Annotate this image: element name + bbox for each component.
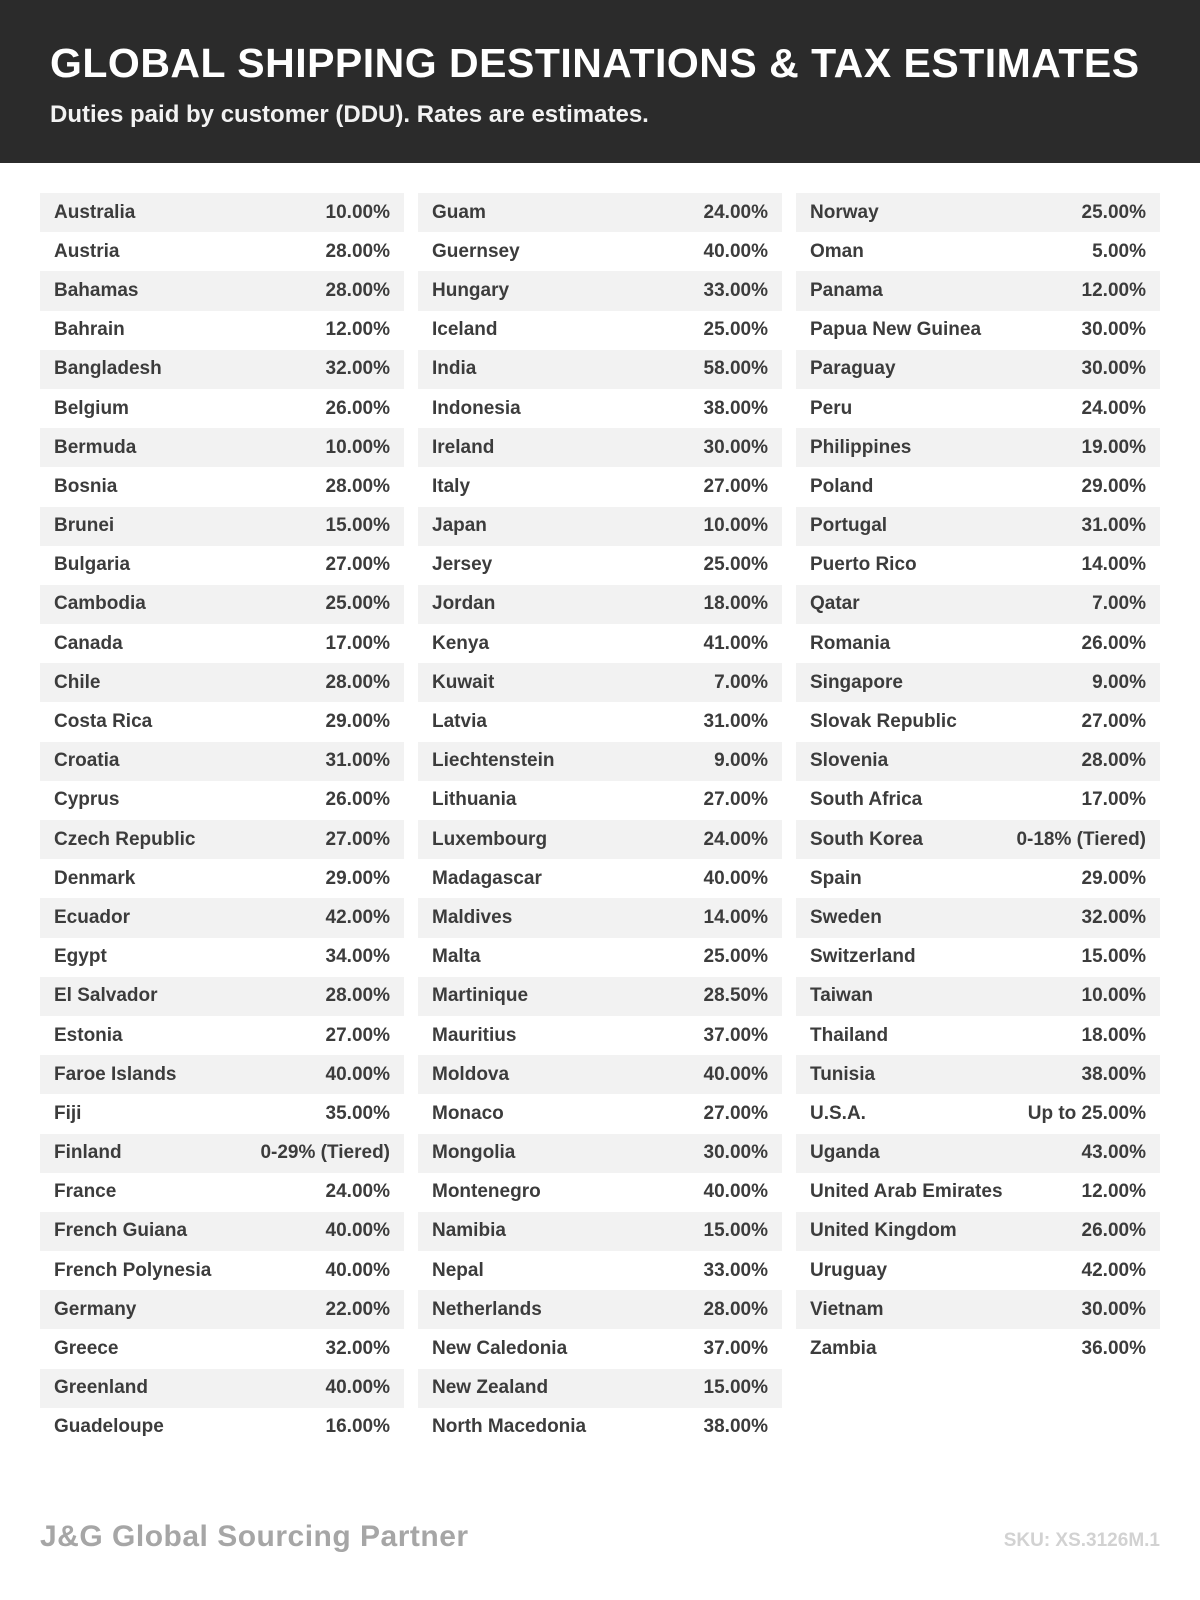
table-row bbox=[796, 585, 1160, 624]
tax-rate: 19.00% bbox=[1081, 436, 1146, 458]
tax-rate: 31.00% bbox=[703, 711, 768, 733]
country-name: Germany bbox=[54, 1298, 137, 1320]
country-name: Puerto Rico bbox=[810, 554, 917, 576]
table-row bbox=[40, 781, 404, 820]
country-name: Oman bbox=[810, 240, 864, 262]
table-row bbox=[40, 1329, 404, 1368]
tax-rate: 38.00% bbox=[703, 1416, 768, 1438]
tax-rate: 27.00% bbox=[1081, 711, 1146, 733]
table-row bbox=[40, 624, 404, 663]
country-name: Taiwan bbox=[810, 985, 873, 1007]
table-row bbox=[418, 1055, 782, 1094]
tax-rate: 30.00% bbox=[1081, 319, 1146, 341]
table-row bbox=[418, 389, 782, 428]
tax-rate: 14.00% bbox=[1081, 554, 1146, 576]
table-row bbox=[796, 311, 1160, 350]
country-name: Fiji bbox=[54, 1102, 82, 1124]
tax-rate: 25.00% bbox=[703, 319, 768, 341]
table-row bbox=[796, 898, 1160, 937]
country-name: Guadeloupe bbox=[54, 1416, 164, 1438]
tax-rate: 37.00% bbox=[703, 1024, 768, 1046]
tax-rate: 17.00% bbox=[325, 632, 390, 654]
table-row bbox=[418, 467, 782, 506]
country-name: Greece bbox=[54, 1338, 119, 1360]
table-row bbox=[40, 1173, 404, 1212]
tax-rate: 31.00% bbox=[1081, 515, 1146, 537]
country-name: Liechtenstein bbox=[432, 750, 555, 772]
country-name: Bahrain bbox=[54, 319, 125, 341]
tax-rate: 42.00% bbox=[325, 906, 390, 928]
tax-rate: 34.00% bbox=[325, 946, 390, 968]
country-name: Switzerland bbox=[810, 946, 916, 968]
country-name: Romania bbox=[810, 632, 891, 654]
tax-rate: 28.00% bbox=[325, 671, 390, 693]
footer bbox=[40, 1520, 1160, 1554]
tax-rate: 37.00% bbox=[703, 1338, 768, 1360]
table-row bbox=[796, 977, 1160, 1016]
table-row bbox=[796, 1134, 1160, 1173]
tax-rate: 38.00% bbox=[1081, 1063, 1146, 1085]
country-name: Philippines bbox=[810, 436, 912, 458]
table-row bbox=[418, 1173, 782, 1212]
tax-rate: 0-29% (Tiered) bbox=[260, 1142, 390, 1164]
table-row bbox=[40, 702, 404, 741]
tax-rate: 24.00% bbox=[1081, 397, 1146, 419]
tax-rate: Up to 25.00% bbox=[1027, 1102, 1146, 1124]
table-row bbox=[796, 820, 1160, 859]
table-row bbox=[796, 193, 1160, 232]
table-row bbox=[418, 1134, 782, 1173]
table-row bbox=[40, 311, 404, 350]
table-row bbox=[418, 232, 782, 271]
table-row bbox=[418, 820, 782, 859]
country-name: Cambodia bbox=[54, 593, 146, 615]
table-row bbox=[418, 1369, 782, 1408]
tax-rate: 10.00% bbox=[703, 515, 768, 537]
country-name: New Caledonia bbox=[432, 1338, 568, 1360]
table-row bbox=[418, 702, 782, 741]
tax-rate: 12.00% bbox=[325, 319, 390, 341]
table-row bbox=[40, 1212, 404, 1251]
country-name: Hungary bbox=[432, 279, 510, 301]
table-row bbox=[40, 1290, 404, 1329]
tax-rate: 30.00% bbox=[1081, 358, 1146, 380]
table-row bbox=[418, 350, 782, 389]
table-row bbox=[796, 350, 1160, 389]
country-name: Guam bbox=[432, 201, 486, 223]
tax-rate: 15.00% bbox=[325, 515, 390, 537]
rates-column-2 bbox=[418, 193, 782, 1447]
header-banner bbox=[0, 0, 1200, 163]
country-name: Peru bbox=[810, 397, 853, 419]
tax-rate: 32.00% bbox=[325, 358, 390, 380]
country-name: Jordan bbox=[432, 593, 496, 615]
tax-rate: 40.00% bbox=[325, 1259, 390, 1281]
country-name: New Zealand bbox=[432, 1377, 549, 1399]
table-row bbox=[40, 1055, 404, 1094]
tax-rate: 33.00% bbox=[703, 1259, 768, 1281]
tax-rate: 40.00% bbox=[325, 1220, 390, 1242]
tax-rate: 16.00% bbox=[325, 1416, 390, 1438]
country-name: Malta bbox=[432, 946, 481, 968]
brand-name: J&G Global Sourcing Partner bbox=[40, 1520, 469, 1553]
country-name: Chile bbox=[54, 671, 101, 693]
country-name: Singapore bbox=[810, 671, 903, 693]
tax-rate: 24.00% bbox=[325, 1181, 390, 1203]
country-name: Thailand bbox=[810, 1024, 889, 1046]
country-name: Norway bbox=[810, 201, 879, 223]
country-name: Poland bbox=[810, 475, 874, 497]
table-row bbox=[40, 193, 404, 232]
country-name: Madagascar bbox=[432, 867, 542, 889]
table-row bbox=[418, 1251, 782, 1290]
country-name: Mauritius bbox=[432, 1024, 517, 1046]
table-row bbox=[418, 311, 782, 350]
country-name: Canada bbox=[54, 632, 123, 654]
tax-rate: 29.00% bbox=[325, 711, 390, 733]
country-name: France bbox=[54, 1181, 117, 1203]
country-name: United Arab Emirates bbox=[810, 1181, 1003, 1203]
country-name: Paraguay bbox=[810, 358, 896, 380]
country-name: Bosnia bbox=[54, 475, 118, 497]
country-name: South Africa bbox=[810, 789, 923, 811]
tax-rate: 26.00% bbox=[1081, 1220, 1146, 1242]
table-row bbox=[418, 546, 782, 585]
table-row bbox=[418, 663, 782, 702]
tax-rate: 26.00% bbox=[325, 397, 390, 419]
tax-rate: 15.00% bbox=[703, 1220, 768, 1242]
table-row bbox=[40, 1016, 404, 1055]
table-row bbox=[796, 938, 1160, 977]
tax-rate: 5.00% bbox=[1092, 240, 1146, 262]
country-name: Lithuania bbox=[432, 789, 517, 811]
country-name: Bahamas bbox=[54, 279, 139, 301]
tax-rate: 28.50% bbox=[703, 985, 768, 1007]
country-name: Qatar bbox=[810, 593, 860, 615]
table-row bbox=[418, 1290, 782, 1329]
country-name: Nepal bbox=[432, 1259, 484, 1281]
tax-rate: 26.00% bbox=[325, 789, 390, 811]
tax-rate: 42.00% bbox=[1081, 1259, 1146, 1281]
table-row bbox=[796, 859, 1160, 898]
table-row bbox=[796, 1290, 1160, 1329]
table-row bbox=[796, 702, 1160, 741]
table-row bbox=[796, 271, 1160, 310]
country-name: Italy bbox=[432, 475, 471, 497]
table-row bbox=[796, 507, 1160, 546]
country-name: North Macedonia bbox=[432, 1416, 587, 1438]
page-subtitle: Duties paid by customer (DDU). Rates are estimates. bbox=[50, 101, 649, 128]
country-name: Uganda bbox=[810, 1142, 880, 1164]
tax-rate: 30.00% bbox=[1081, 1298, 1146, 1320]
table-row bbox=[796, 467, 1160, 506]
table-row bbox=[796, 781, 1160, 820]
tax-rate: 14.00% bbox=[703, 906, 768, 928]
table-row bbox=[40, 977, 404, 1016]
table-row bbox=[418, 1094, 782, 1133]
tax-rate: 41.00% bbox=[703, 632, 768, 654]
tax-rate: 40.00% bbox=[703, 867, 768, 889]
table-row bbox=[796, 1329, 1160, 1368]
tax-rate: 12.00% bbox=[1081, 279, 1146, 301]
table-row bbox=[40, 428, 404, 467]
country-name: Jersey bbox=[432, 554, 493, 576]
table-row bbox=[796, 1016, 1160, 1055]
table-row bbox=[418, 1329, 782, 1368]
table-row bbox=[796, 428, 1160, 467]
table-row bbox=[796, 232, 1160, 271]
table-row bbox=[418, 938, 782, 977]
table-row bbox=[40, 938, 404, 977]
tax-rate: 28.00% bbox=[325, 475, 390, 497]
country-name: French Polynesia bbox=[54, 1259, 212, 1281]
country-name: Monaco bbox=[432, 1102, 504, 1124]
tax-rate: 15.00% bbox=[1081, 946, 1146, 968]
tax-rate: 40.00% bbox=[325, 1063, 390, 1085]
tax-rate: 35.00% bbox=[325, 1102, 390, 1124]
table-row bbox=[418, 1212, 782, 1251]
sku-label: SKU: XS.3126M.1 bbox=[1003, 1530, 1160, 1551]
country-name: Papua New Guinea bbox=[810, 319, 982, 341]
tax-rate: 30.00% bbox=[703, 436, 768, 458]
table-row bbox=[40, 663, 404, 702]
table-row bbox=[796, 1251, 1160, 1290]
tax-rate: 12.00% bbox=[1081, 1181, 1146, 1203]
rates-column-3 bbox=[796, 193, 1160, 1369]
country-name: Martinique bbox=[432, 985, 529, 1007]
table-row bbox=[418, 585, 782, 624]
tax-rate: 28.00% bbox=[325, 279, 390, 301]
table-row bbox=[40, 467, 404, 506]
country-name: Ecuador bbox=[54, 906, 131, 928]
tax-rate: 28.00% bbox=[325, 240, 390, 262]
country-name: Iceland bbox=[432, 319, 498, 341]
country-name: Bulgaria bbox=[54, 554, 131, 576]
tax-rate: 7.00% bbox=[1092, 593, 1146, 615]
table-row bbox=[418, 507, 782, 546]
country-name: Indonesia bbox=[432, 397, 521, 419]
tax-rate: 29.00% bbox=[1081, 867, 1146, 889]
country-name: Australia bbox=[54, 201, 136, 223]
country-name: Latvia bbox=[432, 711, 487, 733]
tax-rate: 27.00% bbox=[325, 1024, 390, 1046]
table-row bbox=[418, 193, 782, 232]
table-row bbox=[418, 977, 782, 1016]
tax-rate: 10.00% bbox=[325, 201, 390, 223]
country-name: Croatia bbox=[54, 750, 120, 772]
table-row bbox=[796, 1055, 1160, 1094]
table-row bbox=[796, 1173, 1160, 1212]
tax-rate: 17.00% bbox=[1081, 789, 1146, 811]
table-row bbox=[796, 742, 1160, 781]
tax-rate: 24.00% bbox=[703, 201, 768, 223]
table-row bbox=[796, 546, 1160, 585]
table-row bbox=[40, 820, 404, 859]
page-title: GLOBAL SHIPPING DESTINATIONS & TAX ESTIMATES bbox=[50, 40, 1140, 86]
country-name: Kuwait bbox=[432, 671, 495, 693]
tax-rate: 28.00% bbox=[1081, 750, 1146, 772]
table-row bbox=[40, 1094, 404, 1133]
country-name: South Korea bbox=[810, 828, 923, 850]
rates-column-1 bbox=[40, 193, 404, 1447]
tax-rate: 10.00% bbox=[1081, 985, 1146, 1007]
tax-rate: 27.00% bbox=[325, 554, 390, 576]
country-name: India bbox=[432, 358, 477, 380]
table-row bbox=[418, 859, 782, 898]
table-row bbox=[418, 1408, 782, 1447]
country-name: Bermuda bbox=[54, 436, 137, 458]
table-row bbox=[418, 1016, 782, 1055]
tax-rate: 27.00% bbox=[703, 789, 768, 811]
tax-rate: 30.00% bbox=[703, 1142, 768, 1164]
tax-rate: 25.00% bbox=[703, 554, 768, 576]
country-name: Cyprus bbox=[54, 789, 120, 811]
country-name: Brunei bbox=[54, 515, 115, 537]
country-name: Finland bbox=[54, 1142, 122, 1164]
table-row bbox=[796, 663, 1160, 702]
tax-rate: 0-18% (Tiered) bbox=[1016, 828, 1146, 850]
country-name: Montenegro bbox=[432, 1181, 541, 1203]
country-name: Mongolia bbox=[432, 1142, 516, 1164]
tax-rate: 25.00% bbox=[325, 593, 390, 615]
country-name: Guernsey bbox=[432, 240, 520, 262]
country-name: Estonia bbox=[54, 1024, 123, 1046]
tax-rate: 27.00% bbox=[325, 828, 390, 850]
table-row bbox=[40, 271, 404, 310]
table-row bbox=[418, 781, 782, 820]
tax-rate: 9.00% bbox=[714, 750, 768, 772]
tax-rate: 18.00% bbox=[1081, 1024, 1146, 1046]
country-name: Zambia bbox=[810, 1338, 877, 1360]
table-row bbox=[418, 428, 782, 467]
tax-rate: 7.00% bbox=[714, 671, 768, 693]
table-row bbox=[796, 1212, 1160, 1251]
country-name: Vietnam bbox=[810, 1298, 884, 1320]
tax-rate: 40.00% bbox=[325, 1377, 390, 1399]
table-row bbox=[418, 271, 782, 310]
tax-rate: 27.00% bbox=[703, 475, 768, 497]
table-row bbox=[40, 546, 404, 585]
tax-rate: 40.00% bbox=[703, 240, 768, 262]
tax-rate: 18.00% bbox=[703, 593, 768, 615]
tax-rate: 9.00% bbox=[1092, 671, 1146, 693]
tax-rate: 25.00% bbox=[1081, 201, 1146, 223]
country-name: U.S.A. bbox=[810, 1102, 866, 1124]
country-name: Egypt bbox=[54, 946, 107, 968]
country-name: Portugal bbox=[810, 515, 888, 537]
table-row bbox=[40, 1134, 404, 1173]
table-row bbox=[418, 742, 782, 781]
country-name: Ireland bbox=[432, 436, 495, 458]
table-row bbox=[796, 389, 1160, 428]
country-name: Kenya bbox=[432, 632, 490, 654]
country-name: El Salvador bbox=[54, 985, 158, 1007]
table-row bbox=[40, 507, 404, 546]
table-row bbox=[796, 624, 1160, 663]
tax-rate: 58.00% bbox=[703, 358, 768, 380]
country-name: Austria bbox=[54, 240, 120, 262]
country-name: Slovak Republic bbox=[810, 711, 957, 733]
country-name: Netherlands bbox=[432, 1298, 542, 1320]
tax-rate: 24.00% bbox=[703, 828, 768, 850]
table-row bbox=[40, 1369, 404, 1408]
table-row bbox=[40, 1408, 404, 1447]
country-name: Costa Rica bbox=[54, 711, 153, 733]
country-name: Maldives bbox=[432, 906, 513, 928]
table-row bbox=[796, 1094, 1160, 1133]
table-row bbox=[40, 1251, 404, 1290]
country-name: Luxembourg bbox=[432, 828, 548, 850]
tax-rate: 15.00% bbox=[703, 1377, 768, 1399]
tax-rate: 25.00% bbox=[703, 946, 768, 968]
country-name: French Guiana bbox=[54, 1220, 188, 1242]
table-row bbox=[40, 898, 404, 937]
country-name: Czech Republic bbox=[54, 828, 196, 850]
country-name: Japan bbox=[432, 515, 487, 537]
country-name: Faroe Islands bbox=[54, 1063, 177, 1085]
country-name: Panama bbox=[810, 279, 883, 301]
table-row bbox=[40, 742, 404, 781]
table-row bbox=[418, 624, 782, 663]
country-name: Slovenia bbox=[810, 750, 889, 772]
table-row bbox=[40, 389, 404, 428]
table-row bbox=[40, 585, 404, 624]
country-name: Sweden bbox=[810, 906, 882, 928]
country-name: Belgium bbox=[54, 397, 129, 419]
tax-rate: 36.00% bbox=[1081, 1338, 1146, 1360]
tax-rate: 22.00% bbox=[325, 1298, 390, 1320]
table-row bbox=[418, 898, 782, 937]
tax-rate: 32.00% bbox=[325, 1338, 390, 1360]
country-name: Tunisia bbox=[810, 1063, 876, 1085]
country-name: United Kingdom bbox=[810, 1220, 957, 1242]
tax-rate: 27.00% bbox=[703, 1102, 768, 1124]
table-row bbox=[40, 859, 404, 898]
tax-rate: 29.00% bbox=[1081, 475, 1146, 497]
tax-rate: 43.00% bbox=[1081, 1142, 1146, 1164]
table-row bbox=[40, 232, 404, 271]
country-name: Bangladesh bbox=[54, 358, 162, 380]
tax-rate: 40.00% bbox=[703, 1181, 768, 1203]
tax-rate: 32.00% bbox=[1081, 906, 1146, 928]
tax-rate: 31.00% bbox=[325, 750, 390, 772]
country-name: Moldova bbox=[432, 1063, 510, 1085]
country-name: Greenland bbox=[54, 1377, 148, 1399]
table-row bbox=[40, 350, 404, 389]
country-name: Namibia bbox=[432, 1220, 506, 1242]
tax-rate: 28.00% bbox=[325, 985, 390, 1007]
tax-rate: 40.00% bbox=[703, 1063, 768, 1085]
tax-rate: 28.00% bbox=[703, 1298, 768, 1320]
country-name: Uruguay bbox=[810, 1259, 888, 1281]
country-name: Denmark bbox=[54, 867, 136, 889]
rates-table bbox=[0, 163, 1200, 1447]
tax-rate: 26.00% bbox=[1081, 632, 1146, 654]
tax-rate: 38.00% bbox=[703, 397, 768, 419]
tax-rate: 10.00% bbox=[325, 436, 390, 458]
tax-rate: 29.00% bbox=[325, 867, 390, 889]
tax-rate: 33.00% bbox=[703, 279, 768, 301]
country-name: Spain bbox=[810, 867, 862, 889]
